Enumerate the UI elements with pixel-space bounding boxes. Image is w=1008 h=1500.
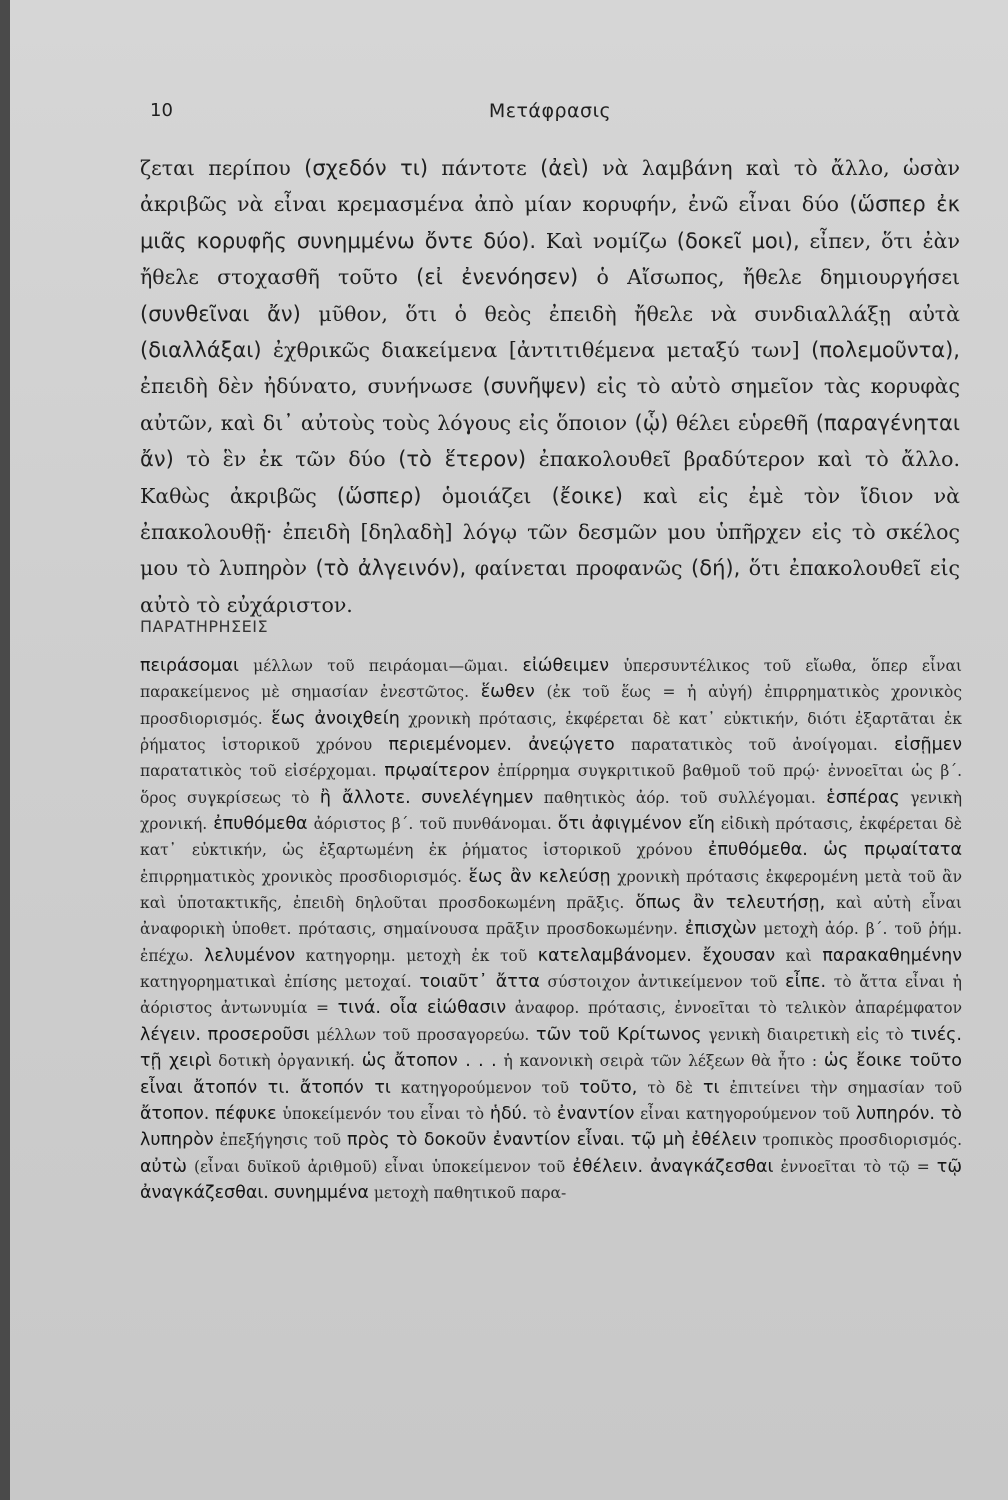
text-run: πάντοτε xyxy=(428,156,541,180)
greek-original-term: ἐπυθόμεθα xyxy=(213,814,308,835)
text-run: ἀναφορ. πρότασις, ἐννοεῖται τὸ τελικὸν ἀπαρέμφατον xyxy=(506,999,962,1018)
text-run: μέλλων τοῦ προσαγορεύω. xyxy=(309,1025,537,1044)
greek-original-term: ἐπισχὼν xyxy=(684,919,757,940)
text-run: τὸ xyxy=(527,1104,557,1123)
greek-original-term: (δή), xyxy=(691,556,741,581)
greek-original-term: εἶπε. xyxy=(785,972,827,993)
text-run: τὸ δὲ xyxy=(637,1078,703,1097)
text-run: ἐπιτείνει τὴν σημασίαν τοῦ xyxy=(719,1078,963,1097)
text-run: μέλλων τοῦ πειράομαι—ῶμαι. xyxy=(238,657,523,675)
text-run: καὶ εἰς ἐμὲ τὸν ἴδιον νὰ ἐπακολουθῇ· ἐπειδὴ [δηλαδὴ] λόγῳ τῶν δεσμῶν μου ὑπῆρχεν εἰς τὸ σκέλος μου τὸ λυπηρὸν xyxy=(140,483,960,581)
greek-original-term: ἀνεῴγετο xyxy=(528,735,615,756)
text-run: κατηγορημ. μετοχὴ ἐκ τοῦ xyxy=(295,946,538,965)
greek-original-term: (εἰ ἐνενόησεν) xyxy=(416,265,579,290)
text-run: ζεται περίπου xyxy=(140,156,305,180)
notes-paragraph xyxy=(140,653,962,1206)
text-run: ὑπερσυντέλικος τοῦ εἴωθα, ὅπερ εἶναι παρακείμενος μὲ σημασίαν ἐνεστῶτος. xyxy=(140,657,962,702)
greek-original-term: πέφυκε xyxy=(215,1103,277,1124)
text-run: ἡ κανονικὴ σειρὰ τῶν λέξεων θὰ ἦτο : xyxy=(496,1052,824,1071)
text-run: ἐννοεῖται τὸ τῷ = xyxy=(773,1157,937,1176)
text-run xyxy=(512,736,528,754)
greek-original-term: αὐτὼ xyxy=(140,1156,187,1177)
text-run: εἶναι κατηγορούμενον τοῦ xyxy=(634,1104,856,1123)
text-run: μετοχὴ ἀόρ. β΄. τοῦ ῥήμ. ἐπέχω. xyxy=(140,920,962,965)
greek-original-term: (ἀεὶ) xyxy=(540,156,589,180)
text-run xyxy=(290,1079,300,1097)
text-run: ὑποκείμενόν του εἶναι τὸ xyxy=(276,1104,490,1123)
text-run: ἀόριστος β΄. τοῦ πυνθάνομαι. xyxy=(307,815,558,834)
greek-original-term: ἄτοπόν τι xyxy=(299,1077,391,1098)
greek-original-term: τῇ χειρὶ xyxy=(140,1051,212,1072)
text-run xyxy=(381,999,390,1017)
text-run: γενικὴ διαιρετικὴ εἰς τὸ xyxy=(701,1025,911,1044)
greek-original-term: (σχεδόν τι) xyxy=(304,156,429,180)
text-run: (εἶναι δυϊκοῦ ἀριθμοῦ) εἶναι ὑποκείμενον τοῦ xyxy=(186,1157,573,1176)
text-run: τὸ ἄττα εἶναι ἡ ἀόριστος ἀντωνυμία = xyxy=(140,973,962,1018)
greek-original-term: ἀναγκάζεσθαι xyxy=(650,1156,774,1177)
greek-original-term: ὅπως ἂν τελευτήσῃ, xyxy=(635,893,826,914)
greek-original-term: λελυμένον xyxy=(204,945,296,966)
greek-original-term: πειράσομαι xyxy=(140,656,239,676)
greek-original-term: ἔχουσαν xyxy=(702,945,776,966)
greek-original-term: (ἔοικε) xyxy=(551,483,623,508)
greek-original-term: ἡδύ. xyxy=(489,1103,528,1124)
text-run xyxy=(692,947,703,965)
running-title: Μετάφρασις xyxy=(488,100,612,122)
text-run: χρονικὴ πρότασις, ἐκφέρεται δὲ κατ᾿ εὐκτικήν, διότι ἐξαρτᾶται ἐκ ῥήματος ἱστορικοῦ χρόνου xyxy=(140,709,962,755)
text-run xyxy=(808,841,823,859)
greek-original-term: (συνῆψεν) xyxy=(482,374,587,399)
text-run: σύστοιχον ἀντικείμενον τοῦ xyxy=(539,973,786,992)
greek-original-term: (τὸ ἀλγεινόν), xyxy=(315,556,467,581)
greek-original-term: εἰσῇμεν xyxy=(894,735,962,756)
text-run: καὶ xyxy=(775,946,823,965)
greek-original-term: (ὥσπερ ἐκ μιᾶς κορυφῆς συνημμένω ὄντε δύο). xyxy=(140,192,960,253)
greek-original-term: τινά. xyxy=(337,998,381,1019)
text-run: καὶ αὐτὴ εἶναι ἀναφορικὴ ὑποθετ. πρότασις, σημαίνουσα πρᾶξιν προσδοκωμένην. xyxy=(140,894,963,939)
text-run: φαίνεται προφανῶς xyxy=(466,556,692,581)
greek-original-term: τοῦτο, xyxy=(579,1077,638,1098)
text-run: τὸ ἓν ἐκ τῶν δύο xyxy=(173,447,399,472)
greek-original-term: ἐναντίον xyxy=(556,1103,635,1124)
greek-original-term: ὡς πρῳαίτατα xyxy=(823,840,962,861)
text-run: παρατατικὸς τοῦ εἰσέρχομαι. xyxy=(140,762,385,781)
page-number: 10 xyxy=(150,100,173,121)
notes-heading: ΠΑΡΑΤΗΡΗΣΕΙΣ xyxy=(140,617,269,636)
text-run: χρονικὴ πρότασις ἐκφερομένη μετὰ τοῦ ἂν καὶ ὑποτακτικῆς, ἐπειδὴ δηλοῦται προσδοκωμένη πρᾶξις. xyxy=(140,867,963,913)
greek-original-term: λέγειν. xyxy=(140,1024,201,1045)
greek-original-term: τοιαῦτ᾿ ἄττα xyxy=(419,972,540,993)
greek-original-term: τῷ ἀναγκάζεσθαι. xyxy=(140,1156,962,1203)
greek-original-term: οἷα εἰώθασιν xyxy=(389,998,507,1019)
text-run xyxy=(411,789,422,807)
greek-original-term: ὡς ἔοικε τοῦτο εἶναι ἄτοπόν τι. xyxy=(140,1051,962,1098)
translation-paragraph xyxy=(140,150,960,623)
text-run: ἐχθρικῶς διακείμενα [ἀντιτιθέμενα μεταξύ των] xyxy=(261,338,812,363)
greek-original-term: περιεμένομεν. xyxy=(388,735,512,756)
greek-original-term: ὅτι ἀφιγμένον εἴη xyxy=(557,814,715,835)
text-run: παρατατικὸς τοῦ ἀνοίγομαι. xyxy=(614,736,895,755)
greek-original-term: (διαλλάξαι) xyxy=(140,338,262,363)
greek-original-term: ἕως ἀνοιχθείη xyxy=(271,708,400,729)
text-run: (ἐκ τοῦ ἕως = ἡ αὐγή) ἐπιρρηματικὸς χρονικὸς προσδιορισμός. xyxy=(140,683,963,728)
greek-original-term: (ᾧ) xyxy=(634,410,669,435)
text-run: δοτικὴ ὀργανική. xyxy=(211,1052,362,1071)
text-run: ἐπίρρημα συγκριτικοῦ βαθμοῦ τοῦ πρῴ· ἐννοεῖται ὡς β΄. ὅρος συγκρίσεως τὸ xyxy=(140,762,962,807)
text-run: τροπικὸς προσδιορισμός. xyxy=(756,1131,962,1150)
text-run: ἐπεξήγησις τοῦ xyxy=(213,1131,347,1150)
text-run: εἰδικὴ πρότασις, ἐκφέρεται δὲ κατ᾿ εὐκτικήν, ὡς ἐξαρτωμένη ἐκ ῥήματος ἱστορικοῦ χρόνου xyxy=(140,815,962,860)
text-run: νὰ λαμβάνη καὶ τὸ ἄλλο, ὡσὰν ἀκριβῶς νὰ εἶναι κρεμασμένα ἀπὸ μίαν κορυφήν, ἐνῶ εἶναι δύο xyxy=(140,156,960,217)
greek-original-term: (δοκεῖ μοι), xyxy=(676,228,800,253)
greek-original-term: πρῳαίτερον xyxy=(384,761,490,782)
text-run: κατηγορούμενον τοῦ xyxy=(390,1078,580,1097)
greek-original-term: ἕωθεν xyxy=(480,682,535,703)
greek-original-term: (συνθεῖναι ἄν) xyxy=(140,301,301,326)
greek-original-term: συνημμένα xyxy=(273,1182,369,1203)
text-run: ὁμοιάζει xyxy=(421,483,552,508)
greek-original-term: ἑσπέρας xyxy=(826,787,900,808)
text-run xyxy=(201,1026,208,1044)
greek-original-term: τῶν τοῦ Κρίτωνος xyxy=(536,1024,702,1045)
text-run: ἐπιρρηματικὸς χρονικὸς προσδιορισμός. xyxy=(140,867,469,886)
greek-original-term: τῷ μὴ ἐθέλειν xyxy=(630,1130,757,1151)
text-run: Καὶ νομίζω xyxy=(536,228,677,253)
text-run: ὅτι ἐπακολουθεῖ εἰς αὐτὸ τὸ εὐχάριστον. xyxy=(140,556,960,617)
greek-original-term: παρακαθημένην xyxy=(822,945,962,966)
text-run: θέλει εὑρεθῆ xyxy=(668,410,816,435)
text-run: κατηγορηματικαὶ ἐπίσης μετοχαί. xyxy=(140,973,420,992)
text-run: μετοχὴ παθητικοῦ παρα- xyxy=(368,1183,567,1202)
greek-original-term: πρὸς τὸ δοκοῦν ἐναντίον εἶναι. xyxy=(346,1130,625,1151)
greek-original-term: (πολεμοῦντα), xyxy=(811,338,960,363)
greek-original-term: τὸ λυπηρὸν xyxy=(140,1103,962,1151)
text-run: γενικὴ χρονική. xyxy=(140,788,963,834)
greek-original-term: ἄτοπον. xyxy=(140,1103,210,1124)
greek-original-term: (παραγένηται ἄν) xyxy=(140,410,960,472)
text-run: μῦθον, ὅτι ὁ θεὸς ἐπειδὴ ἤθελε νὰ συνδιαλλάξῃ αὐτὰ xyxy=(300,301,960,326)
greek-original-term: ἢ ἄλλοτε. xyxy=(319,787,411,808)
greek-original-term: ἕως ἂν κελεύσῃ xyxy=(468,866,611,887)
page-binding-edge xyxy=(0,0,10,1500)
greek-original-term: προσεροῦσι xyxy=(207,1024,310,1045)
text-run: εἰς τὸ αὐτὸ σημεῖον τὰς κορυφὰς αὐτῶν, καὶ δι᾿ αὐτοὺς τοὺς λόγους εἰς ὅποιον xyxy=(140,374,961,435)
greek-original-term: κατελαμβάνομεν. xyxy=(537,945,692,966)
greek-original-term: ἐθέλειν. xyxy=(572,1156,644,1177)
greek-original-term: τι xyxy=(702,1077,720,1098)
greek-original-term: ὡς ἄτοπον . . . xyxy=(361,1051,497,1072)
text-run: ὁ Αἴσωπος, ἤθελε δημιουργήσει xyxy=(578,265,960,290)
greek-original-term: λυπηρόν. xyxy=(855,1103,935,1124)
text-run: εἶπεν, ὅτι ἐὰν ἤθελε στοχασθῆ τοῦτο xyxy=(140,228,960,290)
page-header xyxy=(140,100,960,130)
greek-original-term: ἐπυθόμεθα. xyxy=(707,840,808,861)
greek-original-term: (τὸ ἕτερον) xyxy=(398,447,527,472)
greek-original-term: (ὥσπερ) xyxy=(336,483,422,508)
text-run: ἐπειδὴ δὲν ἠδύνατο, συνήνωσε xyxy=(140,374,483,399)
greek-original-term: εἰώθειμεν xyxy=(522,656,609,676)
text-run: παθητικὸς ἀόρ. τοῦ συλλέγομαι. xyxy=(533,788,827,807)
text-run: ἐπακολουθεῖ βραδύτερον καὶ τὸ ἄλλο. Καθὼς ἀκριβῶς xyxy=(140,447,960,508)
greek-original-term: τινές. xyxy=(910,1024,962,1045)
greek-original-term: συνελέγημεν xyxy=(421,787,534,808)
